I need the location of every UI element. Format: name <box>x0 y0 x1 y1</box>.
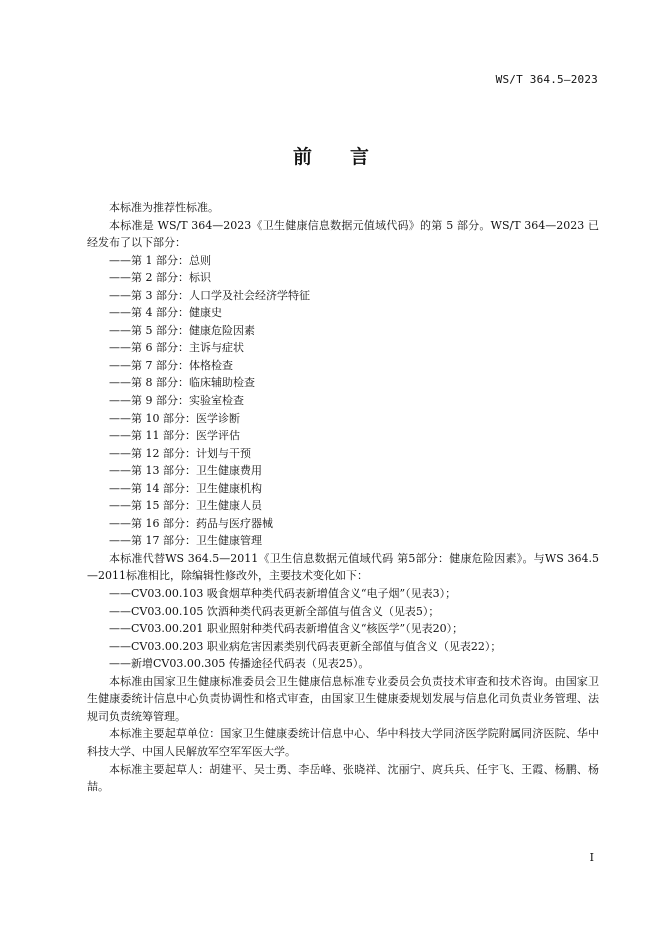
parts-list-item: ——第 6 部分：主诉与症状 <box>109 341 244 355</box>
drafters-paragraph: 本标准主要起草人：胡建平、吴士勇、李岳峰、张晓祥、沈丽宁、庹兵兵、任宇飞、王霞、杨鹏、杨喆。 <box>87 762 599 794</box>
parts-list-item: ——第 15 部分：卫生健康人员 <box>109 499 262 513</box>
parts-list-item: ——第 7 部分：体格检查 <box>109 358 233 372</box>
changes-list-item: ——CV03.00.203 职业病危害因素类别代码表更新全部值与值含义（见表22）； <box>109 639 502 653</box>
changes-list-item: ——新增CV03.00.305 传播途径代码表（见表25）。 <box>109 657 370 671</box>
drafting-units-paragraph: 本标准主要起草单位：国家卫生健康委统计信息中心、华中科技大学同济医学院附属同济医院、华中科技大学、中国人民解放军空军军医大学。 <box>87 727 599 758</box>
parts-list-item: ——第 9 部分：实验室检查 <box>109 394 244 408</box>
standard-code-header: WS/T 364.5—2023 <box>495 73 598 86</box>
changes-list-item: ——CV03.00.103 吸食烟草种类代码表新增值含义“电子烟”（见表3）； <box>109 587 457 601</box>
page-title: 前言 <box>292 146 407 168</box>
changes-list <box>87 585 599 673</box>
parts-list-item: ——第 8 部分：临床辅助检查 <box>109 376 255 390</box>
parts-list-item: ——第 2 部分：标识 <box>109 271 211 285</box>
replacement-paragraph: 本标准代替WS 364.5—2011《卫生信息数据元值域代码 第5部分：健康危险因素》。与WS 364.5—2011标准相比，除编辑性修改外，主要技术变化如下： <box>87 551 599 583</box>
parts-list-item: ——第 13 部分：卫生健康费用 <box>109 464 262 478</box>
parts-list-item: ——第 1 部分：总则 <box>109 253 211 267</box>
changes-list-item: ——CV03.00.105 饮酒种类代码表更新全部值与值含义（见表5）； <box>109 604 440 618</box>
parts-list-item: ——第 14 部分：卫生健康机构 <box>109 481 262 495</box>
parts-list-item: ——第 10 部分：医学诊断 <box>109 411 240 425</box>
intro-paragraph-2: 本标准是 WS/T 364—2023《卫生健康信息数据元值域代码》的第 5 部分。WS/T 364—2023 已经发布了以下部分： <box>87 218 599 250</box>
changes-list-item: ——CV03.00.201 职业照射种类代码表新增值含义“核医学”（见表20）； <box>109 622 464 636</box>
parts-list-item: ——第 16 部分：药品与医疗器械 <box>109 516 273 530</box>
page-number: I <box>589 851 594 864</box>
parts-list <box>87 252 599 550</box>
parts-list-item: ——第 5 部分：健康危险因素 <box>109 323 255 337</box>
foreword-body <box>87 199 599 796</box>
parts-list-item: ——第 17 部分：卫生健康管理 <box>109 534 262 548</box>
parts-list-item: ——第 11 部分：医学评估 <box>109 429 240 443</box>
review-paragraph: 本标准由国家卫生健康标准委员会卫生健康信息标准专业委员会负责技术审查和技术咨询。由国家卫生健康委统计信息中心负责协调性和格式审查，由国家卫生健康委规划发展与信息化司负责业务管理、法规司负责统筹管理。 <box>87 674 599 723</box>
parts-list-item: ——第 12 部分：计划与干预 <box>109 446 251 460</box>
parts-list-item: ——第 4 部分：健康史 <box>109 306 222 320</box>
parts-list-item: ——第 3 部分：人口学及社会经济学特征 <box>109 288 310 302</box>
intro-paragraph-1: 本标准为推荐性标准。 <box>109 201 219 214</box>
